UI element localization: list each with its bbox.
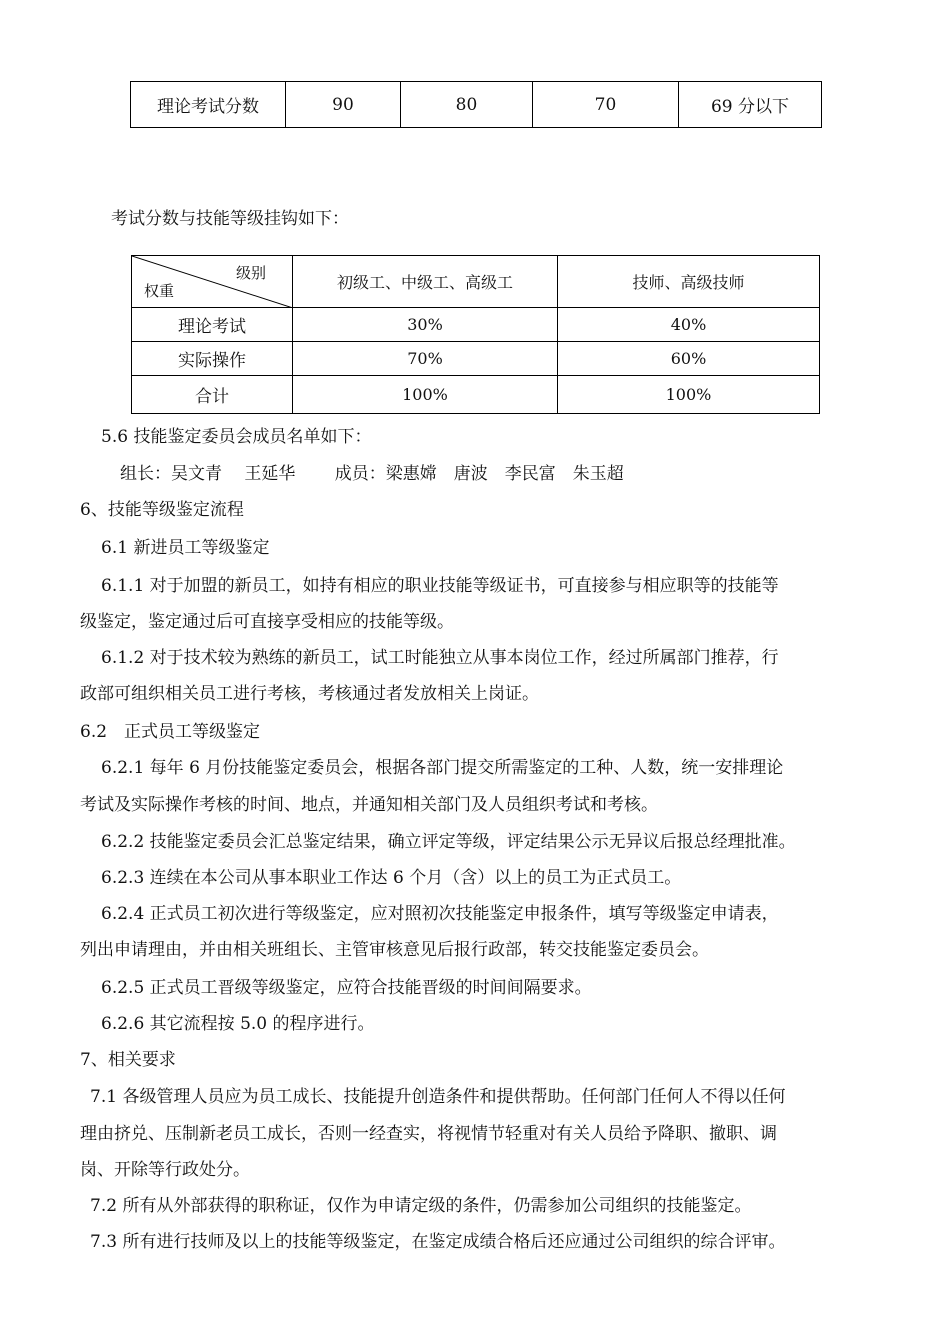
paragraph-line: 6.2.6 其它流程按 5.0 的程序进行。 <box>101 1014 375 1034</box>
corner-cell <box>132 256 293 308</box>
score-cell: 69 分以下 <box>679 82 822 128</box>
corner-top-label: 级别 <box>235 264 266 282</box>
weight-table <box>131 255 820 414</box>
paragraph-line: 列出申请理由，并由相关班组长、主管审核意见后报行政部，转交技能鉴定委员会。 <box>80 940 709 960</box>
row-label: 实际操作 <box>132 342 293 376</box>
paragraph-line: 理由挤兑、压制新老员工成长，否则一经查实，将视情节轻重对有关人员给予降职、撤职、调 <box>80 1124 777 1144</box>
paragraph-line: 6.2.2 技能鉴定委员会汇总鉴定结果，确立评定等级，评定结果公示无异议后报总经理批准。 <box>101 832 796 852</box>
paragraph-line: 6.2.5 正式员工晋级等级鉴定，应符合技能晋级的时间间隔要求。 <box>101 978 592 998</box>
paragraph-line: 6.2.4 正式员工初次进行等级鉴定，应对照初次技能鉴定申报条件，填写等级鉴定申请表， <box>101 904 779 924</box>
paragraph-line: 6.1.2 对于技术较为熟练的新员工，试工时能独立从事本岗位工作，经过所属部门推荐，行 <box>101 648 779 668</box>
section-heading: 5.6 技能鉴定委员会成员名单如下： <box>101 427 372 447</box>
score-cell: 90 <box>286 82 401 128</box>
paragraph-line: 考试及实际操作考核的时间、地点，并通知相关部门及人员组织考试和考核。 <box>80 795 658 815</box>
paragraph-line: 6.1.1 对于加盟的新员工，如持有相应的职业技能等级证书，可直接参与相应职等的技能等 <box>101 576 779 596</box>
table-cell: 30% <box>293 308 558 342</box>
corner-bottom-label: 权重 <box>144 282 175 300</box>
score-row-label: 理论考试分数 <box>131 82 286 128</box>
score-cell: 80 <box>401 82 533 128</box>
paragraph-line: 级鉴定，鉴定通过后可直接享受相应的技能等级。 <box>80 612 454 632</box>
subsection-heading: 6.2 正式员工等级鉴定 <box>80 722 261 742</box>
row-label: 合计 <box>132 376 293 414</box>
paragraph-line: 7.2 所有从外部获得的职称证，仅作为申请定级的条件，仍需参加公司组织的技能鉴定。 <box>90 1196 752 1216</box>
paragraph-line: 6.2.3 连续在本公司从事本职业工作达 6 个月（含）以上的员工为正式员工。 <box>101 868 682 888</box>
table-cell: 100% <box>293 376 558 414</box>
member-list: 组长：吴文青 王延华 成员：梁惠嫦 唐波 李民富 朱玉超 <box>120 464 624 484</box>
section-heading: 6、技能等级鉴定流程 <box>80 500 244 520</box>
weight-intro: 考试分数与技能等级挂钩如下： <box>111 209 349 229</box>
table-cell: 60% <box>558 342 820 376</box>
paragraph-line: 7.1 各级管理人员应为员工成长、技能提升创造条件和提供帮助。任何部门任何人不得以任何 <box>90 1087 786 1107</box>
col-header: 初级工、中级工、高级工 <box>293 256 558 308</box>
paragraph-line: 7.3 所有进行技师及以上的技能等级鉴定，在鉴定成绩合格后还应通过公司组织的综合评审。 <box>90 1232 786 1252</box>
table-cell: 40% <box>558 308 820 342</box>
table-cell: 70% <box>293 342 558 376</box>
section-heading: 7、相关要求 <box>80 1050 176 1070</box>
col-header: 技师、高级技师 <box>558 256 820 308</box>
paragraph-line: 6.2.1 每年 6 月份技能鉴定委员会，根据各部门提交所需鉴定的工种、人数，统一安排理论 <box>101 758 784 778</box>
table-cell: 100% <box>558 376 820 414</box>
paragraph-line: 政部可组织相关员工进行考核，考核通过者发放相关上岗证。 <box>80 684 539 704</box>
subsection-heading: 6.1 新进员工等级鉴定 <box>101 538 270 558</box>
paragraph-line: 岗、开除等行政处分。 <box>80 1160 250 1180</box>
row-label: 理论考试 <box>132 308 293 342</box>
score-cell: 70 <box>533 82 679 128</box>
score-table <box>130 81 822 128</box>
